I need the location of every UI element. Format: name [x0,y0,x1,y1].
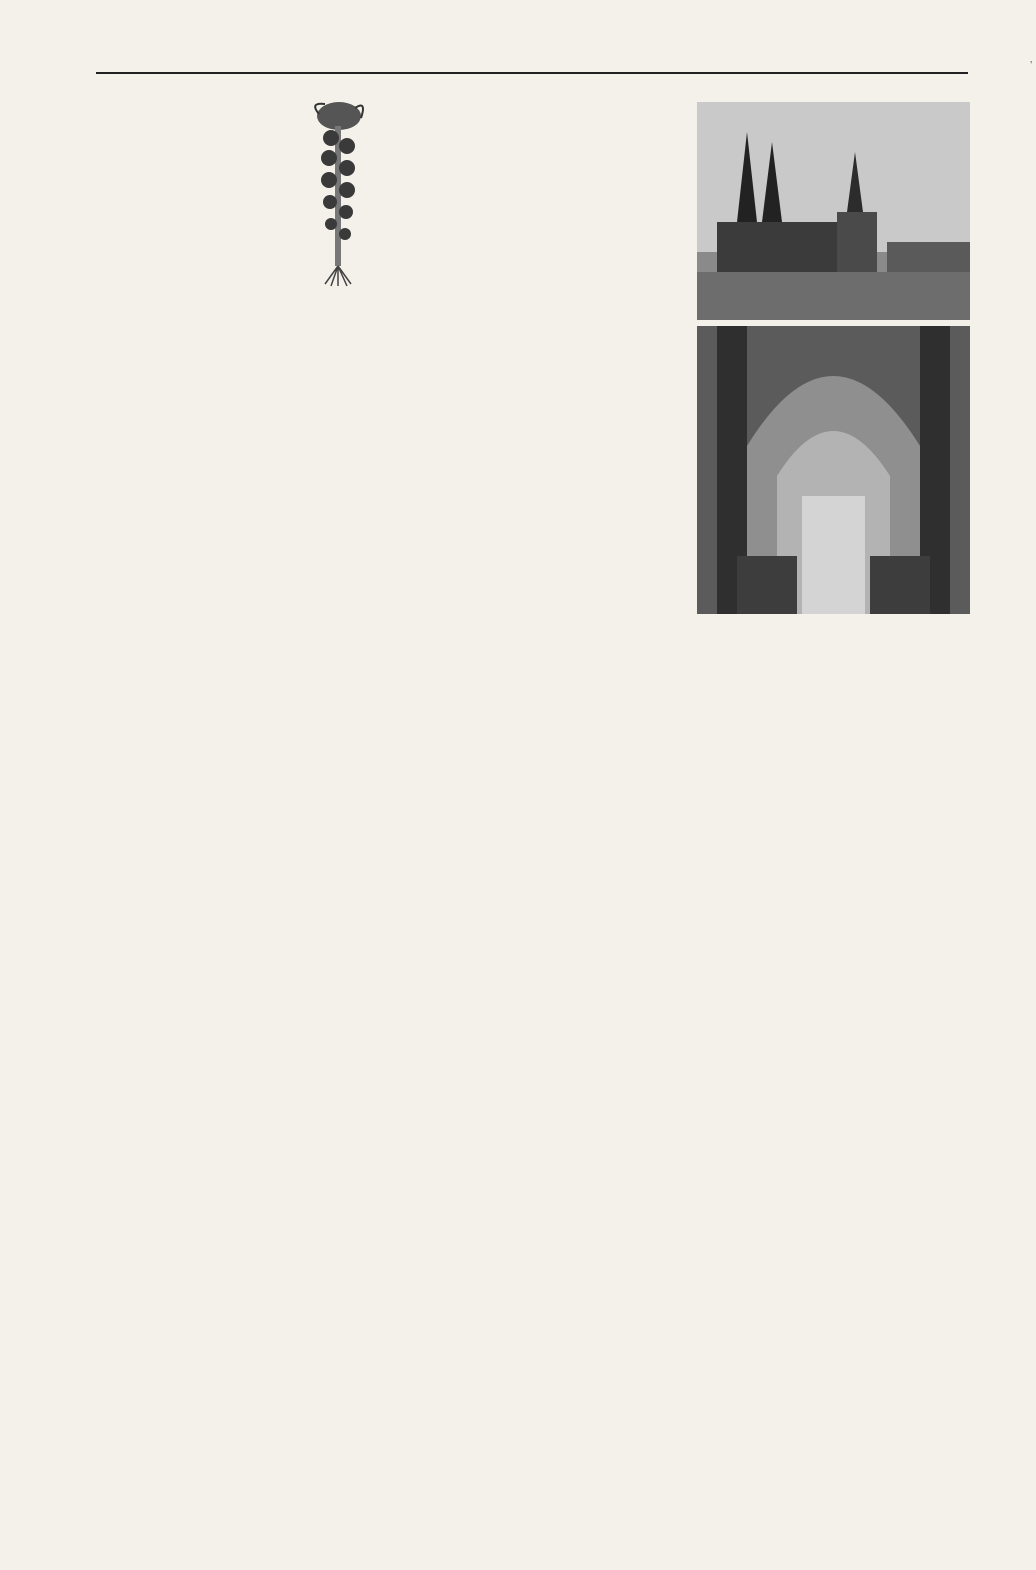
cathedral-choir-photo [697,326,970,614]
cathedral-exterior-photo [697,102,970,320]
cathedral-choir-image [697,326,970,614]
header-rule [96,72,968,74]
column-1 [86,96,369,1516]
brussels-sprouts-illustration [305,98,369,288]
column-2 [385,96,670,1516]
cathedral-exterior-image [697,102,970,320]
margin-mark: ' [1030,60,1032,71]
column-3 [697,96,970,1516]
